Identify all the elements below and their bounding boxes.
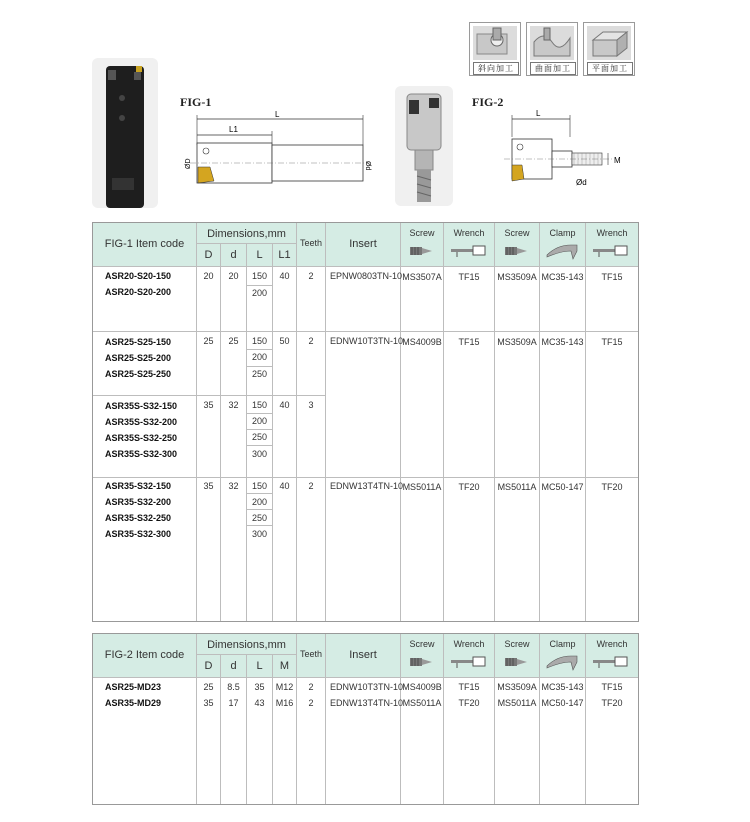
clamp-value: MC50-147 bbox=[541, 482, 584, 492]
insert-header: Insert bbox=[349, 649, 377, 661]
screw-header: Screw bbox=[409, 228, 435, 238]
teeth-header: Teeth bbox=[299, 649, 323, 659]
badge-curved-machining bbox=[526, 22, 578, 76]
dim-L1-label: L1 bbox=[229, 125, 238, 134]
badge-flat-machining bbox=[583, 22, 635, 76]
dim-L-value: 150 bbox=[251, 271, 268, 281]
dim-D-value: 35 bbox=[203, 400, 214, 410]
dim-L-value: 150 bbox=[251, 481, 268, 491]
screw-header: Screw bbox=[409, 639, 435, 649]
dim-L-value: 200 bbox=[251, 288, 268, 298]
dim-M-label: M bbox=[614, 156, 621, 165]
wrench2-value: TF15 bbox=[601, 682, 623, 692]
teeth-value: 3 bbox=[308, 400, 314, 410]
screw2-value: MS3509A bbox=[497, 272, 537, 282]
dim-D-value: 35 bbox=[203, 481, 214, 491]
dimensions-header: Dimensions,mm bbox=[207, 228, 286, 240]
dim-L-value: 300 bbox=[251, 449, 268, 459]
screw-icon bbox=[503, 654, 531, 670]
badge-label: 曲面加工 bbox=[530, 62, 576, 75]
teeth-value: 2 bbox=[308, 698, 314, 708]
dim-L-value: 150 bbox=[251, 336, 268, 346]
clamp-header: Clamp bbox=[549, 228, 576, 238]
item-code: ASR35-S32-150 bbox=[105, 481, 172, 491]
item-code: ASR20-S20-200 bbox=[105, 287, 172, 297]
wrench-icon bbox=[591, 243, 631, 259]
dim-col-L: L bbox=[256, 249, 263, 261]
dim-col-D: D bbox=[204, 660, 213, 672]
wrench2-header: Wrench bbox=[596, 639, 628, 649]
item-code: ASR35S-S32-250 bbox=[105, 433, 178, 443]
item-code: ASR25-S25-150 bbox=[105, 337, 172, 347]
fig1-tool-photo bbox=[92, 58, 158, 208]
dim-L-value: 200 bbox=[251, 497, 268, 507]
screw-value: MS3507A bbox=[402, 272, 442, 282]
dim-L1-value: 40 bbox=[279, 271, 290, 281]
dim-D-value: 25 bbox=[203, 336, 214, 346]
item-code: ASR35S-S32-150 bbox=[105, 401, 178, 411]
dim-D-value: 20 bbox=[203, 271, 214, 281]
dim-L-label: L bbox=[275, 110, 280, 119]
dim-L-value: 300 bbox=[251, 529, 268, 539]
screw2-value: MS3509A bbox=[497, 337, 537, 347]
dim-d-value: 32 bbox=[228, 400, 239, 410]
insert-value: EDNW10T3TN-10 bbox=[330, 336, 404, 346]
dim-d-value: 8.5 bbox=[227, 682, 240, 692]
wrench-icon bbox=[591, 654, 631, 670]
item-code: ASR20-S20-150 bbox=[105, 271, 172, 281]
clamp-icon bbox=[545, 652, 581, 672]
wrench2-value: TF20 bbox=[601, 698, 623, 708]
screw-value: MS5011A bbox=[402, 482, 442, 492]
wrench2-value: TF20 bbox=[601, 482, 623, 492]
wrench-value: TF15 bbox=[458, 337, 480, 347]
dim-D-value: 35 bbox=[203, 698, 214, 708]
insert-value: EDNW13T4TN-10 bbox=[330, 481, 404, 491]
clamp-header: Clamp bbox=[549, 639, 576, 649]
teeth-header: Teeth bbox=[299, 238, 323, 248]
dim-M-value: M12 bbox=[275, 682, 294, 692]
dim-d-value: 20 bbox=[228, 271, 239, 281]
badge-oblique-machining bbox=[469, 22, 521, 76]
fig2-label: FIG-2 bbox=[472, 95, 504, 109]
item-code: ASR25-MD23 bbox=[105, 682, 162, 692]
wrench-value: TF20 bbox=[458, 482, 480, 492]
dim-col-L: L bbox=[256, 660, 263, 672]
screw2-header: Screw bbox=[504, 228, 530, 238]
teeth-value: 2 bbox=[308, 271, 314, 281]
screw-icon bbox=[408, 654, 436, 670]
screw2-value: MS5011A bbox=[497, 482, 537, 492]
dim-D-value: 25 bbox=[203, 682, 214, 692]
wrench2-value: TF15 bbox=[601, 337, 623, 347]
dim-L-value: 200 bbox=[251, 352, 268, 362]
wrench2-value: TF15 bbox=[601, 272, 623, 282]
item-code: ASR35-S32-200 bbox=[105, 497, 172, 507]
screw2-header: Screw bbox=[504, 639, 530, 649]
dim-d-label: Ød bbox=[576, 178, 587, 187]
flat-machining-icon bbox=[587, 26, 631, 60]
dim-d-value: 25 bbox=[228, 336, 239, 346]
dimensions-header: Dimensions,mm bbox=[207, 639, 286, 651]
dim-L-value: 250 bbox=[251, 513, 268, 523]
teeth-value: 2 bbox=[308, 336, 314, 346]
badge-label: 斜向加工 bbox=[473, 62, 519, 75]
teeth-value: 2 bbox=[308, 682, 314, 692]
fig2-spec-table bbox=[92, 633, 639, 805]
item-code: ASR35S-S32-300 bbox=[105, 449, 178, 459]
dim-L-value: 43 bbox=[254, 698, 265, 708]
dim-M-value: M16 bbox=[275, 698, 294, 708]
clamp-icon bbox=[545, 241, 581, 261]
dim-d-label: Ød bbox=[364, 161, 371, 171]
wrench-icon bbox=[449, 243, 489, 259]
item-code: ASR35S-S32-200 bbox=[105, 417, 178, 427]
fig1-label: FIG-1 bbox=[180, 95, 212, 109]
dim-L-label: L bbox=[536, 109, 541, 118]
wrench-value: TF15 bbox=[458, 272, 480, 282]
screw-value: MS5011A bbox=[402, 698, 442, 708]
insert-header: Insert bbox=[349, 238, 377, 250]
wrench-icon bbox=[449, 654, 489, 670]
wrench-value: TF15 bbox=[458, 682, 480, 692]
wrench2-header: Wrench bbox=[596, 228, 628, 238]
clamp-value: MC35-143 bbox=[541, 682, 584, 692]
dim-d-value: 17 bbox=[228, 698, 239, 708]
badge-label: 平面加工 bbox=[587, 62, 633, 75]
dim-col-L1: L1 bbox=[278, 249, 291, 261]
screw-icon bbox=[503, 243, 531, 259]
dim-L-value: 200 bbox=[251, 416, 268, 426]
dim-col-d: d bbox=[230, 660, 237, 672]
dim-L-value: 250 bbox=[251, 432, 268, 442]
screw2-value: MS5011A bbox=[497, 698, 537, 708]
insert-value: EPNW0803TN-10 bbox=[330, 271, 403, 281]
fig2-tool-photo bbox=[395, 86, 453, 206]
item-code: ASR35-MD29 bbox=[105, 698, 162, 708]
oblique-machining-icon bbox=[473, 26, 517, 60]
fig1-drawing bbox=[180, 105, 380, 190]
clamp-value: MC50-147 bbox=[541, 698, 584, 708]
dim-col-D: D bbox=[204, 249, 213, 261]
teeth-value: 2 bbox=[308, 481, 314, 491]
dim-col-M: M bbox=[279, 660, 290, 672]
clamp-value: MC35-143 bbox=[541, 337, 584, 347]
dim-L-value: 250 bbox=[251, 369, 268, 379]
clamp-value: MC35-143 bbox=[541, 272, 584, 282]
insert-value: EDNW10T3TN-10 bbox=[330, 682, 404, 692]
curved-machining-icon bbox=[530, 26, 574, 60]
item-code: ASR35-S32-250 bbox=[105, 513, 172, 523]
screw2-value: MS3509A bbox=[497, 682, 537, 692]
dim-L-value: 35 bbox=[254, 682, 265, 692]
item-code: ASR25-S25-250 bbox=[105, 369, 172, 379]
fig2-drawing bbox=[490, 105, 630, 190]
screw-value: MS4009B bbox=[402, 682, 442, 692]
screw-value: MS4009B bbox=[402, 337, 442, 347]
dim-D-label: ØD bbox=[185, 158, 192, 169]
item-code-header: FIG-1 Item code bbox=[104, 238, 185, 250]
screw-icon bbox=[408, 243, 436, 259]
dim-L1-value: 40 bbox=[279, 481, 290, 491]
dim-col-d: d bbox=[230, 249, 237, 261]
item-code-header: FIG-2 Item code bbox=[104, 649, 185, 661]
item-code: ASR35-S32-300 bbox=[105, 529, 172, 539]
fig1-spec-table bbox=[92, 222, 639, 622]
dim-L-value: 150 bbox=[251, 400, 268, 410]
wrench-value: TF20 bbox=[458, 698, 480, 708]
wrench-header: Wrench bbox=[453, 639, 485, 649]
dim-d-value: 32 bbox=[228, 481, 239, 491]
wrench-header: Wrench bbox=[453, 228, 485, 238]
dim-L1-value: 50 bbox=[279, 336, 290, 346]
dim-L1-value: 40 bbox=[279, 400, 290, 410]
insert-value: EDNW13T4TN-10 bbox=[330, 698, 404, 708]
item-code: ASR25-S25-200 bbox=[105, 353, 172, 363]
